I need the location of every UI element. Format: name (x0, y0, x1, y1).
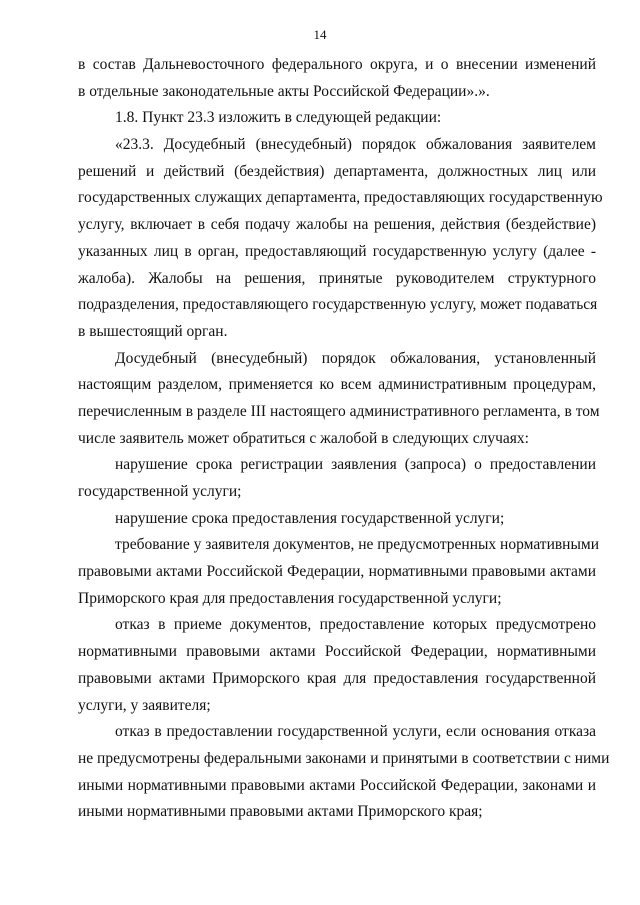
text-line: указанных лиц в орган, предоставляющий государственную услугу (далее - (78, 242, 596, 260)
text-line: «23.3. Досудебный (внесудебный) порядок обжалования заявителем (115, 136, 596, 154)
text-line: Досудебный (внесудебный) порядок обжалования, установленный (115, 349, 596, 367)
text-line: решений и действий (бездействия) департамента, должностных лиц или (78, 162, 596, 180)
text-line: отказ в предоставлении государственной услуги, если основания отказа (115, 723, 596, 741)
text-line: нарушение срока предоставления государственной услуги; (115, 509, 505, 527)
page-number: 14 (313, 27, 327, 42)
text-line: в отдельные законодательные акты Российской Федерации».». (78, 82, 490, 100)
document-body (78, 52, 610, 826)
text-line: правовыми актами Российской Федерации, нормативными правовыми актами (78, 563, 596, 581)
text-line: услуги, у заявителя; (78, 696, 211, 714)
text-line: нормативными правовыми актами Российской Федерации, нормативными (78, 643, 596, 661)
text-line: услугу, включает в себя подачу жалобы на решения, действия (бездействие) (78, 216, 596, 234)
text-line: перечисленным в разделе III настоящего административного регламента, в том (78, 402, 600, 420)
text-line: правовыми актами Приморского края для предоставления государственной (78, 669, 596, 687)
text-line: иными нормативными правовыми актами Российской Федерации, законами и (78, 776, 596, 794)
text-line: 1.8. Пункт 23.3 изложить в следующей редакции: (115, 109, 442, 127)
text-line: числе заявитель может обратиться с жалобой в следующих случаях: (78, 429, 529, 447)
text-line: Приморского края для предоставления государственной услуги; (78, 589, 502, 607)
text-line: не предусмотрены федеральными законами и принятыми в соответствии с ними (78, 749, 610, 767)
text-line: подразделения, предоставляющего государственную услугу, может подаваться (78, 296, 598, 314)
text-line: требование у заявителя документов, не предусмотренных нормативными (115, 536, 599, 554)
text-line: иными нормативными правовыми актами Приморского края; (78, 803, 483, 821)
text-line: настоящим разделом, применяется ко всем административным процедурам, (78, 376, 596, 394)
text-line: в состав Дальневосточного федерального округа, и о внесении изменений (78, 56, 596, 73)
text-line: отказ в приеме документов, предоставление которых предусмотрено (115, 616, 596, 634)
text-line: нарушение срока регистрации заявления (запроса) о предоставлении (115, 456, 596, 474)
text-line: государственной услуги; (78, 483, 242, 500)
text-line: государственных служащих департамента, предоставляющих государственную (78, 189, 603, 207)
text-line: в вышестоящий орган. (78, 322, 228, 340)
text-line: жалоба). Жалобы на решения, принятые руководителем структурного (78, 269, 596, 287)
